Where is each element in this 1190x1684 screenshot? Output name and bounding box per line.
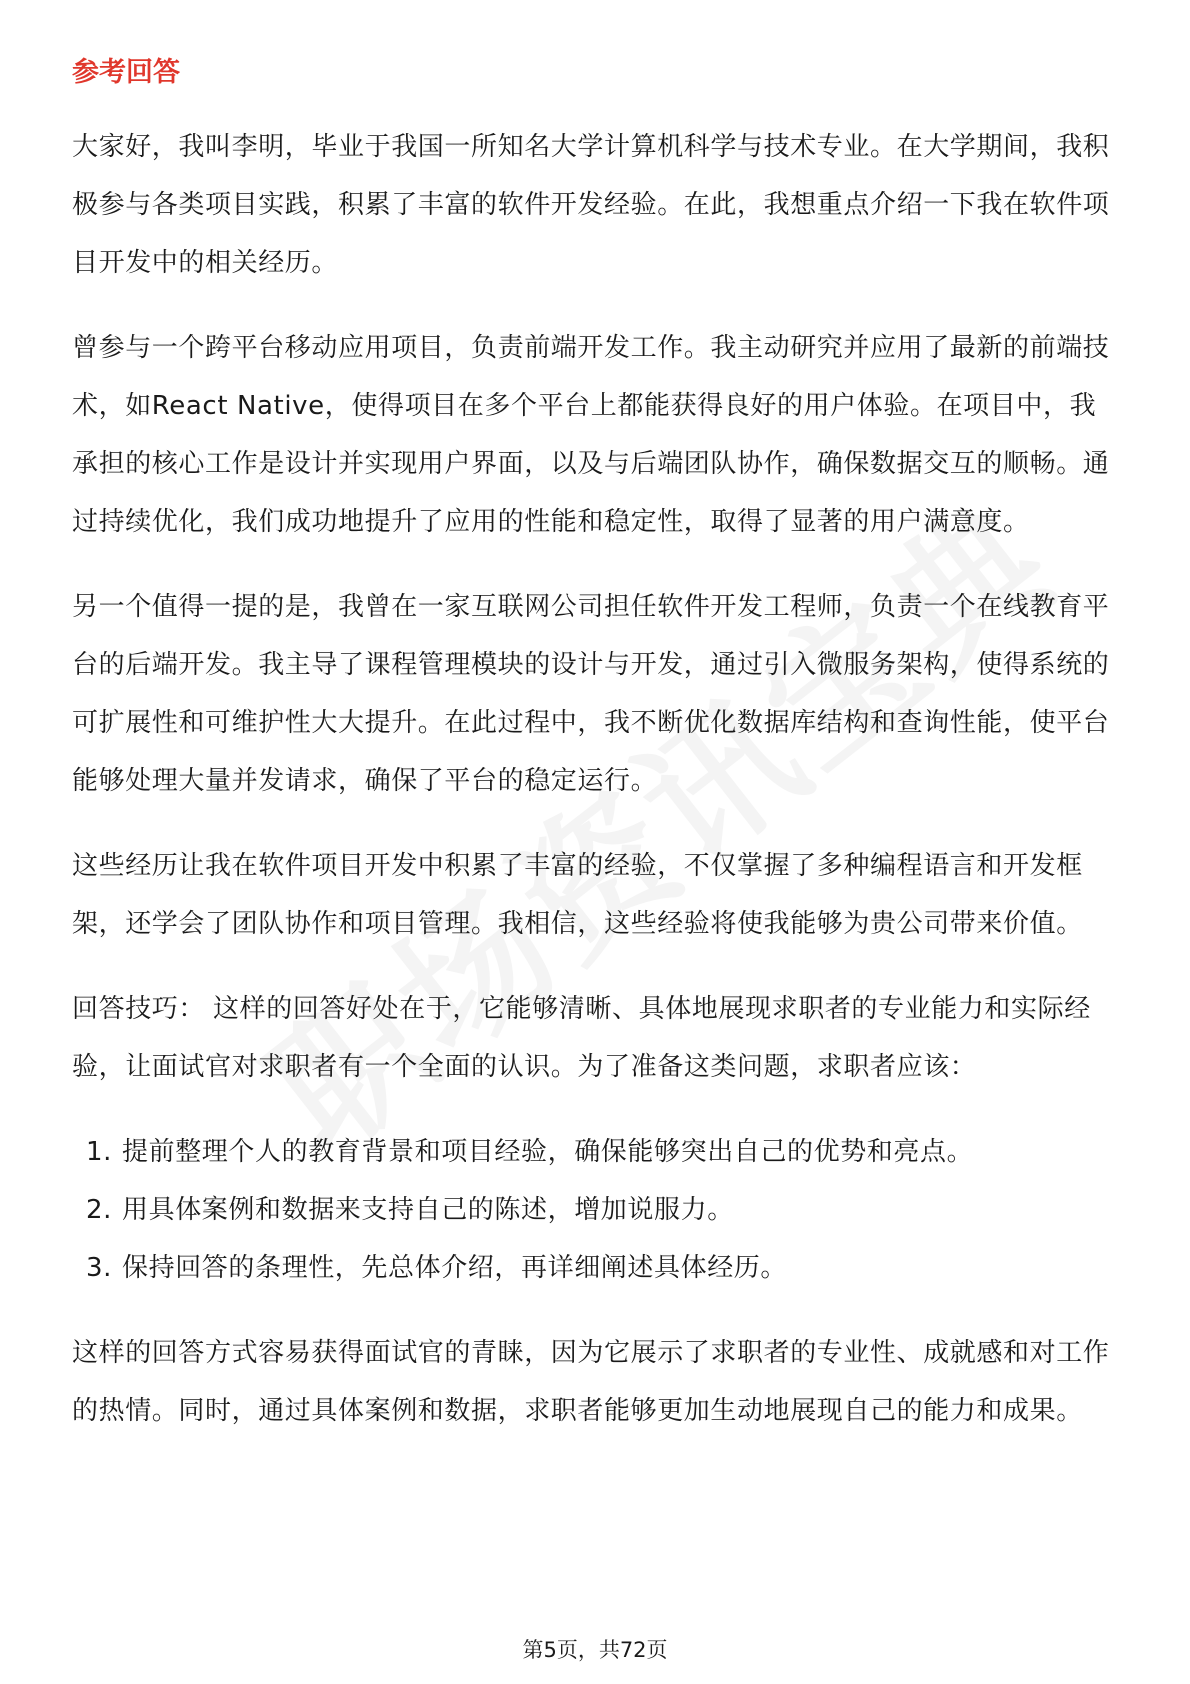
paragraph-intro: 大家好，我叫李明，毕业于我国一所知名大学计算机科学与技术专业。在大学期间，我积极参与各类项目实践，积累了丰富的软件开发经验。在此，我想重点介绍一下我在软件项目开发中的相关经历。 (72, 132, 1110, 278)
list-item (72, 1239, 1122, 1297)
tips-paragraph (72, 980, 1122, 1096)
tips-list (72, 1123, 1122, 1297)
paragraph-closing: 这样的回答方式容易获得面试官的青睐，因为它展示了求职者的专业性、成就感和对工作的热情。同时，通过具体案例和数据，求职者能够更加生动地展现自己的能力和成果。 (72, 1338, 1110, 1426)
list-text: 保持回答的条理性，先总体介绍，再详细阐述具体经历。 (122, 1253, 788, 1283)
section-title: 参考回答 (72, 57, 180, 88)
list-item (72, 1181, 1122, 1239)
page-number: 第5页，共72页 (522, 1638, 668, 1662)
list-text: 用具体案例和数据来支持自己的陈述，增加说服力。 (122, 1195, 734, 1225)
paragraph-summary: 这些经历让我在软件项目开发中积累了丰富的经验，不仅掌握了多种编程语言和开发框架，还学会了团队协作和项目管理。我相信，这些经验将使我能够为贵公司带来价值。 (72, 851, 1083, 939)
answer-body (72, 118, 1122, 1467)
list-number: 1. (86, 1137, 113, 1167)
list-number: 2. (86, 1195, 113, 1225)
paragraph-backend-project: 另一个值得一提的是，我曾在一家互联网公司担任软件开发工程师，负责一个在线教育平台的后端开发。我主导了课程管理模块的设计与开发，通过引入微服务架构，使得系统的可扩展性和可维护性大大提升。在此过程中，我不断优化数据库结构和查询性能，使平台能够处理大量并发请求，确保了平台的稳定运行。 (72, 592, 1110, 796)
list-text: 提前整理个人的教育背景和项目经验，确保能够突出自己的优势和亮点。 (122, 1137, 974, 1167)
tips-text: 这样的回答好处在于，它能够清晰、具体地展现求职者的专业能力和实际经验，让面试官对求职者有一个全面的认识。为了准备这类问题，求职者应该： (72, 994, 1091, 1082)
list-item (72, 1123, 1122, 1181)
tips-label: 回答技巧： (72, 994, 206, 1024)
paragraph-mobile-project: 曾参与一个跨平台移动应用项目，负责前端开发工作。我主动研究并应用了最新的前端技术，如React Native，使得项目在多个平台上都能获得良好的用户体验。在项目中，我承担的核心工作是设计并实现用户界面，以及与后端团队协作，确保数据交互的顺畅。通过持续优化，我们成功地提升了应用的性能和稳定性，取得了显著的用户满意度。 (72, 333, 1110, 537)
list-number: 3. (86, 1253, 113, 1283)
